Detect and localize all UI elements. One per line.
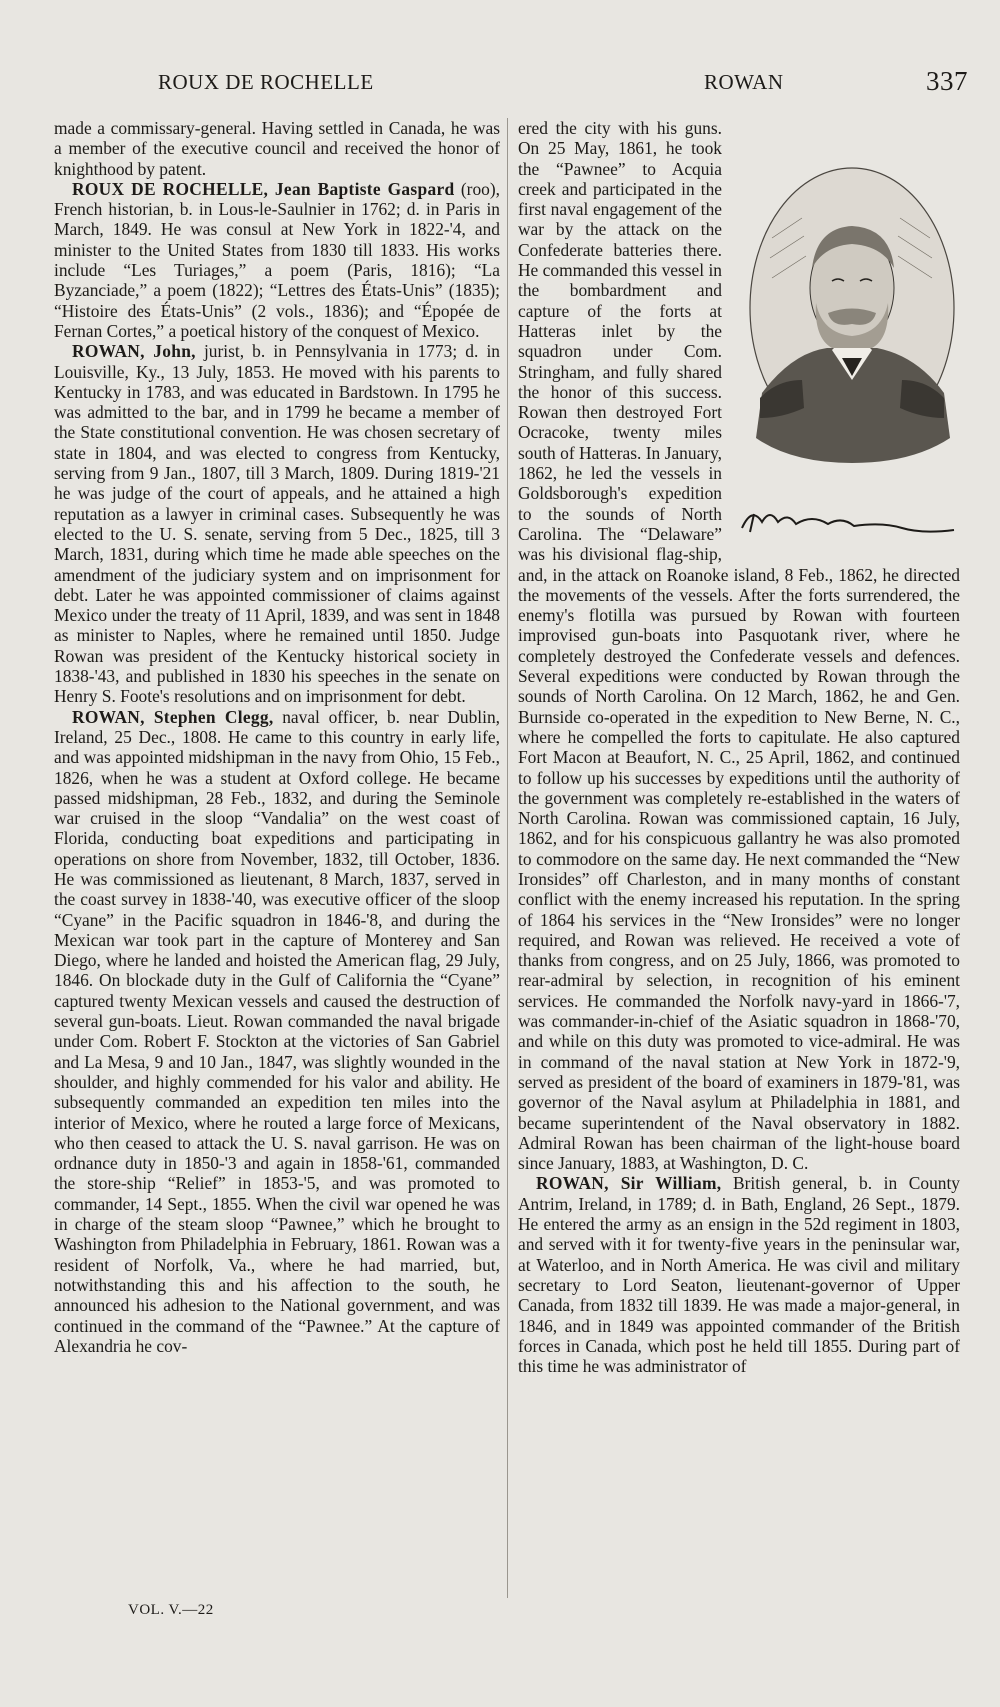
portrait-engraving	[732, 118, 960, 560]
page-number: 337	[926, 66, 968, 96]
entry-text: jurist, b. in Pennsylvania in 1773; d. in Louisville, Ky., 13 July, 1853. He moved with his parents to Kentucky in 1783, and was educated in Bardstown. In 1795 he was admitted to the bar, and in 1799 he became a member of the State constitutional convention. He was chosen secretary of state in 1804, and was elected to congress from Kentucky, serving from 9 Jan., 1807, till 3 March, 1809. During 1819-'21 he was judge of the court of appeals, and he attained a high reputation as a lawyer in criminal cases. Subsequently he was elected to the U. S. senate, serving from 5 Dec., 1825, till 3 March, 1831, during which time he made able speeches on the amendment of the judiciary system and on imprisonment for debt. Later he was appointed commissioner of claims against Mexico under the treaty of 11 April, 1839, and was sent in 1848 as minister to Naples, where he remained until 1850. Judge Rowan was president of the Kentucky historical society in 1838-'43, and published in 1830 his speeches in the senate on Henry S. Foote's resolutions and on imprisonment for debt.	[54, 341, 500, 707]
column-divider	[507, 118, 508, 1598]
running-header	[120, 66, 968, 106]
entry-headword: ROWAN, Sir William,	[536, 1173, 722, 1194]
left-column	[54, 118, 500, 1608]
entry-headword: ROWAN, John,	[72, 341, 196, 362]
continued-paragraph: made a commissary-general. Having settled in Canada, he was a member of the executive council and received the honor of knighthood by patent.	[54, 118, 500, 179]
portrait-illustration	[732, 118, 960, 560]
entry-text: British general, b. in County Antrim, Ireland, in 1789; d. in Bath, England, 26 Sept., 1879. He entered the army as an ensign in the 52d regiment in 1803, and served with it for twenty-five years in the peninsular war, at Waterloo, and in North America. He was civil and military secretary to Lord Seaton, lieutenant-governor of Upper Canada, from 1832 till 1839. He was made a major-general, in 1846, and in 1849 was appointed commander of the British forces in Canada, which post he held till 1855. During part of this time he was administrator of	[518, 1173, 960, 1377]
header-left-title: ROUX DE ROCHELLE	[158, 70, 374, 94]
entry-headword: ROUX DE ROCHELLE, Jean Baptiste Gaspard	[72, 178, 455, 199]
entry-rowan-john	[54, 341, 500, 706]
header-right-title: ROWAN	[704, 70, 784, 94]
entry-rowan-sir-william	[518, 1173, 960, 1376]
volume-signature: VOL. V.—22	[128, 1602, 214, 1618]
right-column	[518, 118, 960, 1598]
continued-paragraph: ered the city with his guns. On 25 May, 1861, he took the “Pawnee” to Acquia creek and participated in the first naval engagement of the war by the attack on the Confederate batteries there. He commanded this vessel in the bombardment and capture of the forts at Hatteras inlet by the squadron under Com. Stringham, and fully shared the honor of this success. Rowan then destroyed Fort Ocracoke, twenty miles south of Hatteras. In January, 1862, he led the vessels in Goldsborough's expedition to the sounds of North Carolina. The “Delaware” was his divisional flag-ship, and, in the attack on Roanoke island, 8 Feb., 1862, he directed the movements of the vessels. After the forts surrendered, the enemy's flotilla was pursued by Rowan with fourteen improvised gun-boats into Pasquotank river, where he completely destroyed the Confederate vessels and defences. Several expeditions were conducted by Rowan through the sounds of North Carolina. On 12 March, 1862, he and Gen. Burnside co-operated in the expedition to New Berne, N. C., where he compelled the forts to capitulate. He also captured Fort Macon at Beaufort, N. C., 25 April, 1862, and continued to follow up his successes by expeditions until the authority of the government was completely re-established in the waters of North Carolina. Rowan was commissioned captain, 16 July, 1862, and for his conspicuous gallantry he was also promoted to commodore on the same day. He next commanded the “New Ironsides” off Charleston, and in many months of constant conflict with the enemy increased his reputation. In the spring of 1864 his services in the “New Ironsides” were no longer required, and Rowan was relieved. He received a vote of thanks from congress, and on 25 July, 1866, was promoted to rear-admiral by selection, in recognition of his eminent services. He commanded the Norfolk navy-yard in 1866-'7, was commander-in-chief of the Asiatic squadron in 1868-'70, and while on this duty was promoted to vice-admiral. He was in command of the naval station at New York in 1872-'9, served as president of the board of examiners in 1879-'81, was governor of the Naval asylum at Philadelphia in 1881, and became superintendent of the Naval observatory in 1882. Admiral Rowan has been chairman of the light-house board since January, 1883, at Washington, D. C.	[518, 118, 960, 1174]
entry-roux-de-rochelle	[54, 179, 500, 341]
entry-text: naval officer, b. near Dublin, Ireland, 25 Dec., 1808. He came to this country in early life, and was appointed midshipman in the navy from Ohio, 15 Feb., 1826, when he was a student at Oxford college. He became passed midshipman, 28 Feb., 1832, and during the Seminole war cruised in the sloop “Vandalia” on the west coast of Florida, conducting boat expeditions and participating in operations on shore from November, 1832, till October, 1836. He was commissioned as lieutenant, 8 March, 1837, served in the coast survey in 1838-'40, was executive officer of the sloop “Cyane” in the Pacific squadron in 1846-'8, and during the Mexican war took part in the capture of Monterey and San Diego, where he landed and hoisted the American flag, 29 July, 1846. On blockade duty in the Gulf of California the “Cyane” captured twenty Mexican vessels and caused the destruction of several gun-boats. Lieut. Rowan commanded the naval brigade under Com. Robert F. Stockton at the victories of San Gabriel and La Mesa, 9 and 10 Jan., 1847, was slightly wounded in the shoulder, and highly commended for his valor and ability. He subsequently commanded an expedition ten miles into the interior of Mexico, where he routed a large force of Mexicans, who then ceased to attack the U. S. naval garrison. He was on ordnance duty in 1850-'3 and again in 1858-'61, commanded the store-ship “Relief” in 1853-'5, and was promoted to commander, 14 Sept., 1855. When the civil war opened he was in charge of the steam sloop “Pawnee,” which he brought to Washington from Philadelphia in February, 1861. Rowan was a resident of Norfolk, Va., where he had married, but, notwithstanding this and his affection to the south, he announced his adhesion to the National government, and was continued in the command of the “Pawnee.” At the capture of Alexandria he cov-	[54, 706, 500, 1356]
entry-rowan-stephen-clegg	[54, 707, 500, 1357]
entry-headword: ROWAN, Stephen Clegg,	[72, 706, 274, 727]
entry-text: (roo), French historian, b. in Lous-le-Saulnier in 1762; d. in Paris in March, 1849. He was consul at New York in 1822-'4, and minister to the United States from 1830 till 1833. His works include “Les Turiages,” a poem (Paris, 1816); “La Byzanciade,” a poem (1822); “Lettres des États-Unis” (1835); “Histoire des États-Unis” (2 vols., 1836); and “Épopée de Fernan Cortes,” a poetical history of the conquest of Mexico.	[54, 178, 500, 341]
